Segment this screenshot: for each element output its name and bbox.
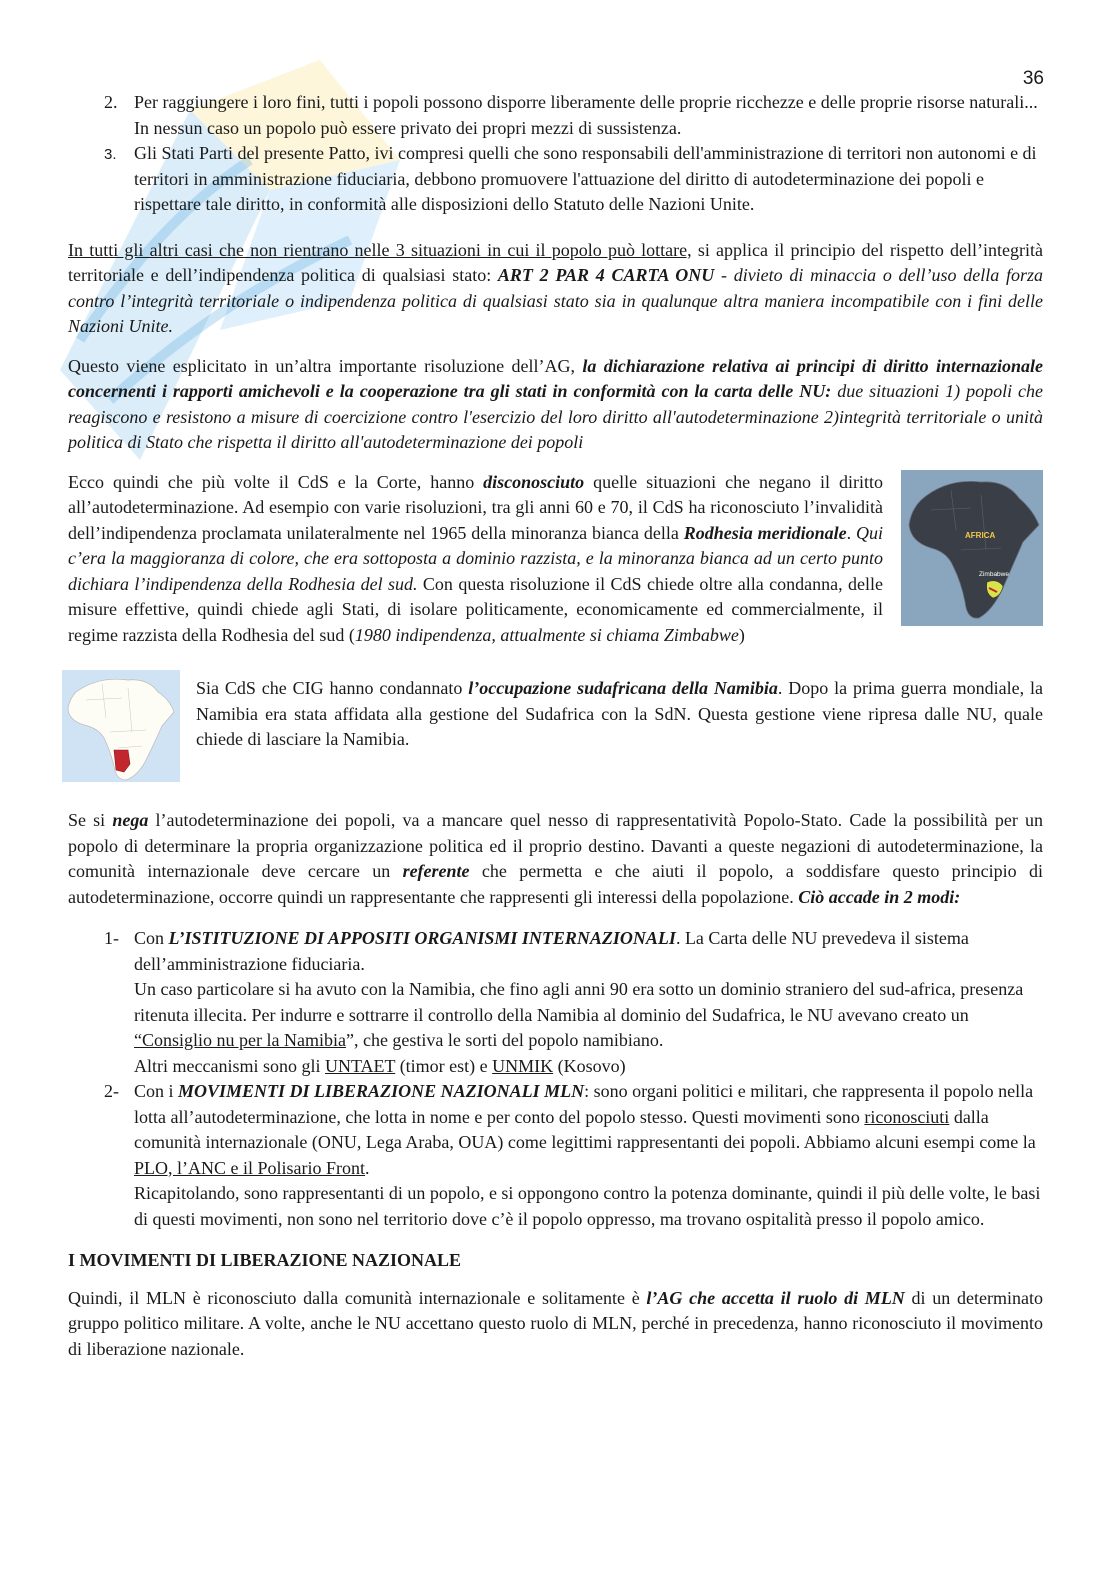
list-item: [68, 1079, 1043, 1232]
list-text: Ricapitolando, sono rappresentanti di un popolo, e si oppongono contro la potenza dominante, quindi il più delle volte, le basi di questi movimenti, non sono nel territorio dove c’è il popolo oppresso, ma trovano ospitalità presso il popolo amico.: [134, 1183, 1041, 1229]
page-content: [68, 90, 1043, 1376]
article-reference: ART 2 PAR 4 CARTA ONU: [497, 265, 715, 285]
underlined-text: In tutti gli altri casi che non rientrano nelle 3 situazioni in cui il popolo può lottare,: [68, 239, 692, 260]
list-number: 3.: [104, 146, 117, 163]
paragraph-rhodesia: Ecco quindi che più volte il CdS e la Corte, hanno disconosciuto quelle situazioni che negano il diritto all’autodeterminazione. Ad esempio con varie risoluzioni, tra gli anni 60 e 70, il CdS ha riconosciuto l’invalidità dell’indipendenza proclamata unilateralmente nel 1965 della minoranza bianca della Rodhesia meridionale. Qui c’era la maggioranza di colore, che era sottoposta a dominio razzista, e la minoranza bianca ad un certo punto dichiara l’indipendenza della Rodhesia del sud. Con questa risoluzione il CdS chiede oltre alla condanna, delle misure effettive, quindi chiede agli Stati, di isolare politicamente, economicamente ed commercialmente, il regime razzista della Rodhesia del sud (1980 indipendenza, attualmente si chiama Zimbabwe): [68, 471, 884, 645]
list-text: Con i MOVIMENTI DI LIBERAZIONE NAZIONALI MLN: sono organi politici e militari, che rappresenta il popolo nella lotta all’autodeterminazione, che lotta in nome e per conto del popolo stesso. Questi movimenti sono riconosciuti dalla comunità internazionale (ONU, Lega Araba, OUA) come legittimi rappresentanti dei popoli. Abbiamo alcuni esempi come la PLO, l’ANC e il Polisario Front.: [134, 1081, 1036, 1178]
list-item: [68, 926, 1043, 1079]
section-heading: I MOVIMENTI DI LIBERAZIONE NAZIONALE: [68, 1250, 462, 1270]
list-text: Altri meccanismi sono gli UNTAET (timor est) e UNMIK (Kosovo): [134, 1055, 626, 1076]
declaration-title: la dichiarazione relativa ai principi di diritto internazionale concernenti i rapporti amichevoli e la cooperazione tra gli stati in conformità con la carta delle NU:: [68, 355, 1043, 401]
namibia-map-image: [62, 670, 180, 782]
list-text: Un caso particolare si ha avuto con la Namibia, che fino agli anni 90 era sotto un dominio straniero del sud-africa, presenza ritenuta illecita. Per indurre e sottrarre il controllo della Namibia al dominio del Sudafrica, le NU avevano creato un “Consiglio nu per la Namibia”, che gestiva le sorti del popolo namibiano.: [134, 979, 1024, 1050]
list-item: [68, 90, 1043, 141]
paragraph-declaration: Questo viene esplicitato in un’altra importante risoluzione dell’AG, la dichiarazione relativa ai principi di diritto internazionale concernenti i rapporti amichevoli e la cooperazione tra gli stati in conformità con la carta delle NU: due situazioni 1) popoli che reagiscono e resistono a misure di coercizione contro l'esercizio del loro diritto all'autodeterminazione 2)integrità territoriale o unità politica di Stato che rispetta il diritto all'autodeterminazione dei popoli: [68, 355, 1044, 452]
list-number: 2-: [104, 1081, 119, 1101]
namibia-occupation: l’occupazione sudafricana della Namibia: [468, 678, 778, 698]
paragraph-self-determination-denial: Se si nega l’autodeterminazione dei popoli, va a mancare quel nesso di rappresentatività Popolo-Stato. Cade la possibilità per un popolo di determinare la propria organizzazione politica ed il proprio destino. Davanti a queste negazioni di autodeterminazione, la comunità internazionale deve cercare un referente che permetta e che aiuti il popolo, a soddisfare questo principio di autodeterminazione, occorre quindi un rappresentante che rappresenti gli interessi della popolazione. Ciò accade in 2 modi:: [68, 810, 1044, 907]
section-namibia: [68, 676, 1043, 790]
list-item: [68, 141, 1043, 218]
modes-list: [68, 926, 1043, 1232]
page-number: 36: [1022, 68, 1044, 89]
covenant-article-list: [68, 90, 1043, 218]
section-rhodesia: [68, 470, 1043, 663]
list-text: Gli Stati Parti del presente Patto, ivi compresi quelli che sono responsabili dell'amministrazione di territori non autonomi e di territori in amministrazione fiduciaria, debbono promuovere l'attuazione del diritto di autodeterminazione dei popoli e rispettare tale diritto, in conformità alle disposizioni dello Statuto delle Nazioni Unite.: [134, 143, 1037, 214]
africa-map-image: [901, 470, 1043, 626]
list-text: Con L’ISTITUZIONE DI APPOSITI ORGANISMI INTERNAZIONALI. La Carta delle NU prevedeva il sistema dell’amministrazione fiduciaria.: [134, 928, 969, 974]
list-text: Per raggiungere i loro fini, tutti i popoli possono disporre liberamente delle proprie ricchezze e delle proprie risorse naturali... In nessun caso un popolo può essere privato dei propri mezzi di sussistenza.: [134, 92, 1038, 138]
paragraph-namibia: Sia CdS che CIG hanno condannato l’occupazione sudafricana della Namibia. Dopo la prima guerra mondiale, la Namibia era stata affidata alla gestione del Sudafrica con la SdN. Questa gestione viene ripresa dalle NU, quale chiede di lasciare la Namibia.: [196, 678, 1043, 749]
map-label-africa: AFRICA: [965, 530, 996, 540]
map-label-zimbabwe: Zimbabwe: [979, 570, 1009, 578]
paragraph-mln-recognition: Quindi, il MLN è riconosciuto dalla comunità internazionale e solitamente è l’AG che accetta il ruolo di MLN di un determinato gruppo politico militare. A volte, anche le NU accettano questo ruolo di MLN, perché in precedenza, hanno riconosciuto il movimento di liberazione nazionale.: [68, 1287, 1043, 1359]
list-number: 2.: [104, 92, 118, 112]
paragraph-territorial-integrity: In tutti gli altri casi che non rientrano nelle 3 situazioni in cui il popolo può lottare, si applica il principio del rispetto dell’integrità territoriale e dell’indipendenza politica di qualsiasi stato: ART 2 PAR 4 CARTA ONU - divieto di minaccia o dell’uso della forza contro l’integrità territoriale o indipendenza politica di qualsiasi stato sia in qualunque altra maniera incompatibile con i fini delle Nazioni Unite.: [68, 239, 1043, 336]
list-number: 1-: [104, 928, 119, 948]
